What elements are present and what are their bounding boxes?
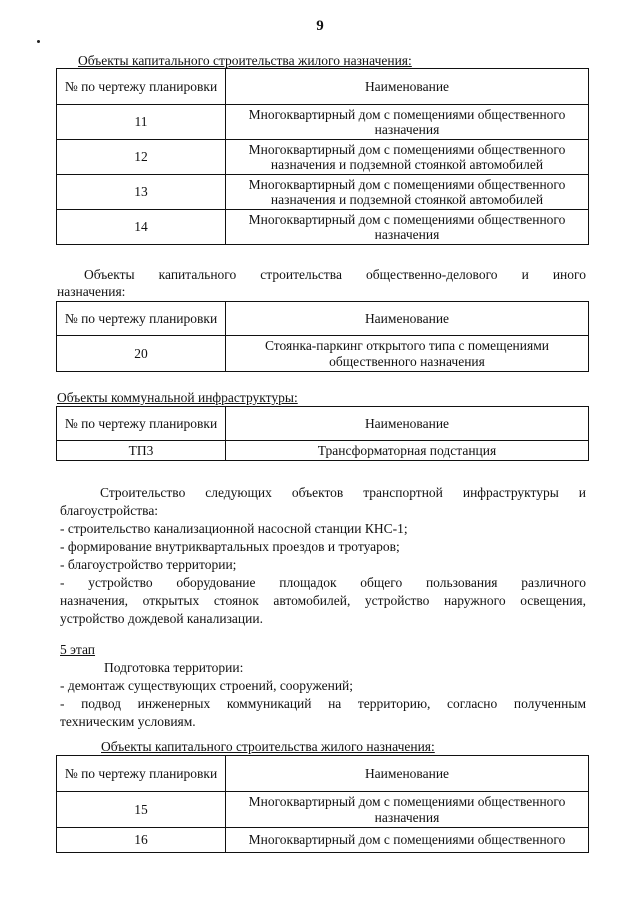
table-header-row	[57, 69, 589, 105]
stage5-item: - демонтаж существующих строений, сооружений;	[60, 678, 354, 693]
residential-table-1	[56, 68, 589, 245]
stage5-title: 5 этап	[60, 642, 96, 657]
transport-last-item-line3: устройство дождевой канализации.	[60, 611, 263, 626]
transport-intro-line2: благоустройства:	[60, 503, 159, 518]
section1-caption: Объекты капитального строительства жилого назначения:	[78, 53, 412, 68]
row-number: 15	[57, 792, 226, 828]
transport-item: - формирование внутриквартальных проездов и тротуаров;	[60, 539, 400, 554]
transport-item: - благоустройство территории;	[60, 557, 237, 572]
residential-table-2	[56, 755, 589, 853]
table-row	[57, 210, 589, 245]
table-header-row	[57, 302, 589, 336]
row-number: 20	[57, 336, 226, 372]
section3-caption: Объекты коммунальной инфраструктуры:	[57, 390, 298, 405]
table-row	[57, 828, 589, 853]
row-name: Трансформаторная подстанция	[226, 441, 589, 461]
transport-intro-line1: Строительство следующих объектов транспортной инфраструктуры и	[100, 485, 586, 500]
commercial-table	[56, 301, 589, 372]
stage5-subtitle: Подготовка территории:	[104, 660, 244, 675]
stage5-item2-line1: - подвод инженерных коммуникаций на территорию, согласно полученным	[60, 696, 586, 711]
transport-last-item-line2: назначения, открытых стоянок автомобилей, устройство наружного освещения,	[60, 593, 586, 608]
row-number: 12	[57, 140, 226, 175]
table-row	[57, 140, 589, 175]
row-name: Многоквартирный дом с помещениями общественного назначения и подземной стоянкой автомобилей	[226, 140, 589, 175]
row-name: Стоянка-паркинг открытого типа с помещениями общественного назначения	[226, 336, 589, 372]
table-row	[57, 175, 589, 210]
header-drawing-number: № по чертежу планировки	[57, 756, 226, 792]
page-number: 9	[316, 18, 324, 34]
row-number: ТП3	[57, 441, 226, 461]
header-name: Наименование	[226, 69, 589, 105]
table-header-row	[57, 756, 589, 792]
row-name: Многоквартирный дом с помещениями общественного назначения и подземной стоянкой автомобилей	[226, 175, 589, 210]
row-name: Многоквартирный дом с помещениями общественного	[226, 828, 589, 853]
header-drawing-number: № по чертежу планировки	[57, 302, 226, 336]
table-row	[57, 336, 589, 372]
header-name: Наименование	[226, 407, 589, 441]
section2-caption-line2: назначения:	[57, 284, 126, 299]
row-name: Многоквартирный дом с помещениями общественного назначения	[226, 105, 589, 140]
section2-caption-line1: Объекты капитального строительства общественно-делового и иного	[84, 267, 586, 282]
header-drawing-number: № по чертежу планировки	[57, 69, 226, 105]
utility-table	[56, 406, 589, 461]
row-name: Многоквартирный дом с помещениями общественного назначения	[226, 792, 589, 828]
table-row	[57, 105, 589, 140]
row-number: 13	[57, 175, 226, 210]
transport-last-item-line1: - устройство оборудование площадок общего пользования различного	[60, 575, 586, 590]
header-name: Наименование	[226, 756, 589, 792]
table-row	[57, 441, 589, 461]
header-name: Наименование	[226, 302, 589, 336]
transport-item: - строительство канализационной насосной станции КНС-1;	[60, 521, 408, 536]
row-name: Многоквартирный дом с помещениями общественного назначения	[226, 210, 589, 245]
table-row	[57, 792, 589, 828]
table-header-row	[57, 407, 589, 441]
header-drawing-number: № по чертежу планировки	[57, 407, 226, 441]
row-number: 14	[57, 210, 226, 245]
scan-dot	[37, 40, 40, 43]
row-number: 11	[57, 105, 226, 140]
row-number: 16	[57, 828, 226, 853]
stage5-item2-line2: техническим условиям.	[60, 714, 196, 729]
section4-caption: Объекты капитального строительства жилого назначения:	[101, 739, 435, 754]
